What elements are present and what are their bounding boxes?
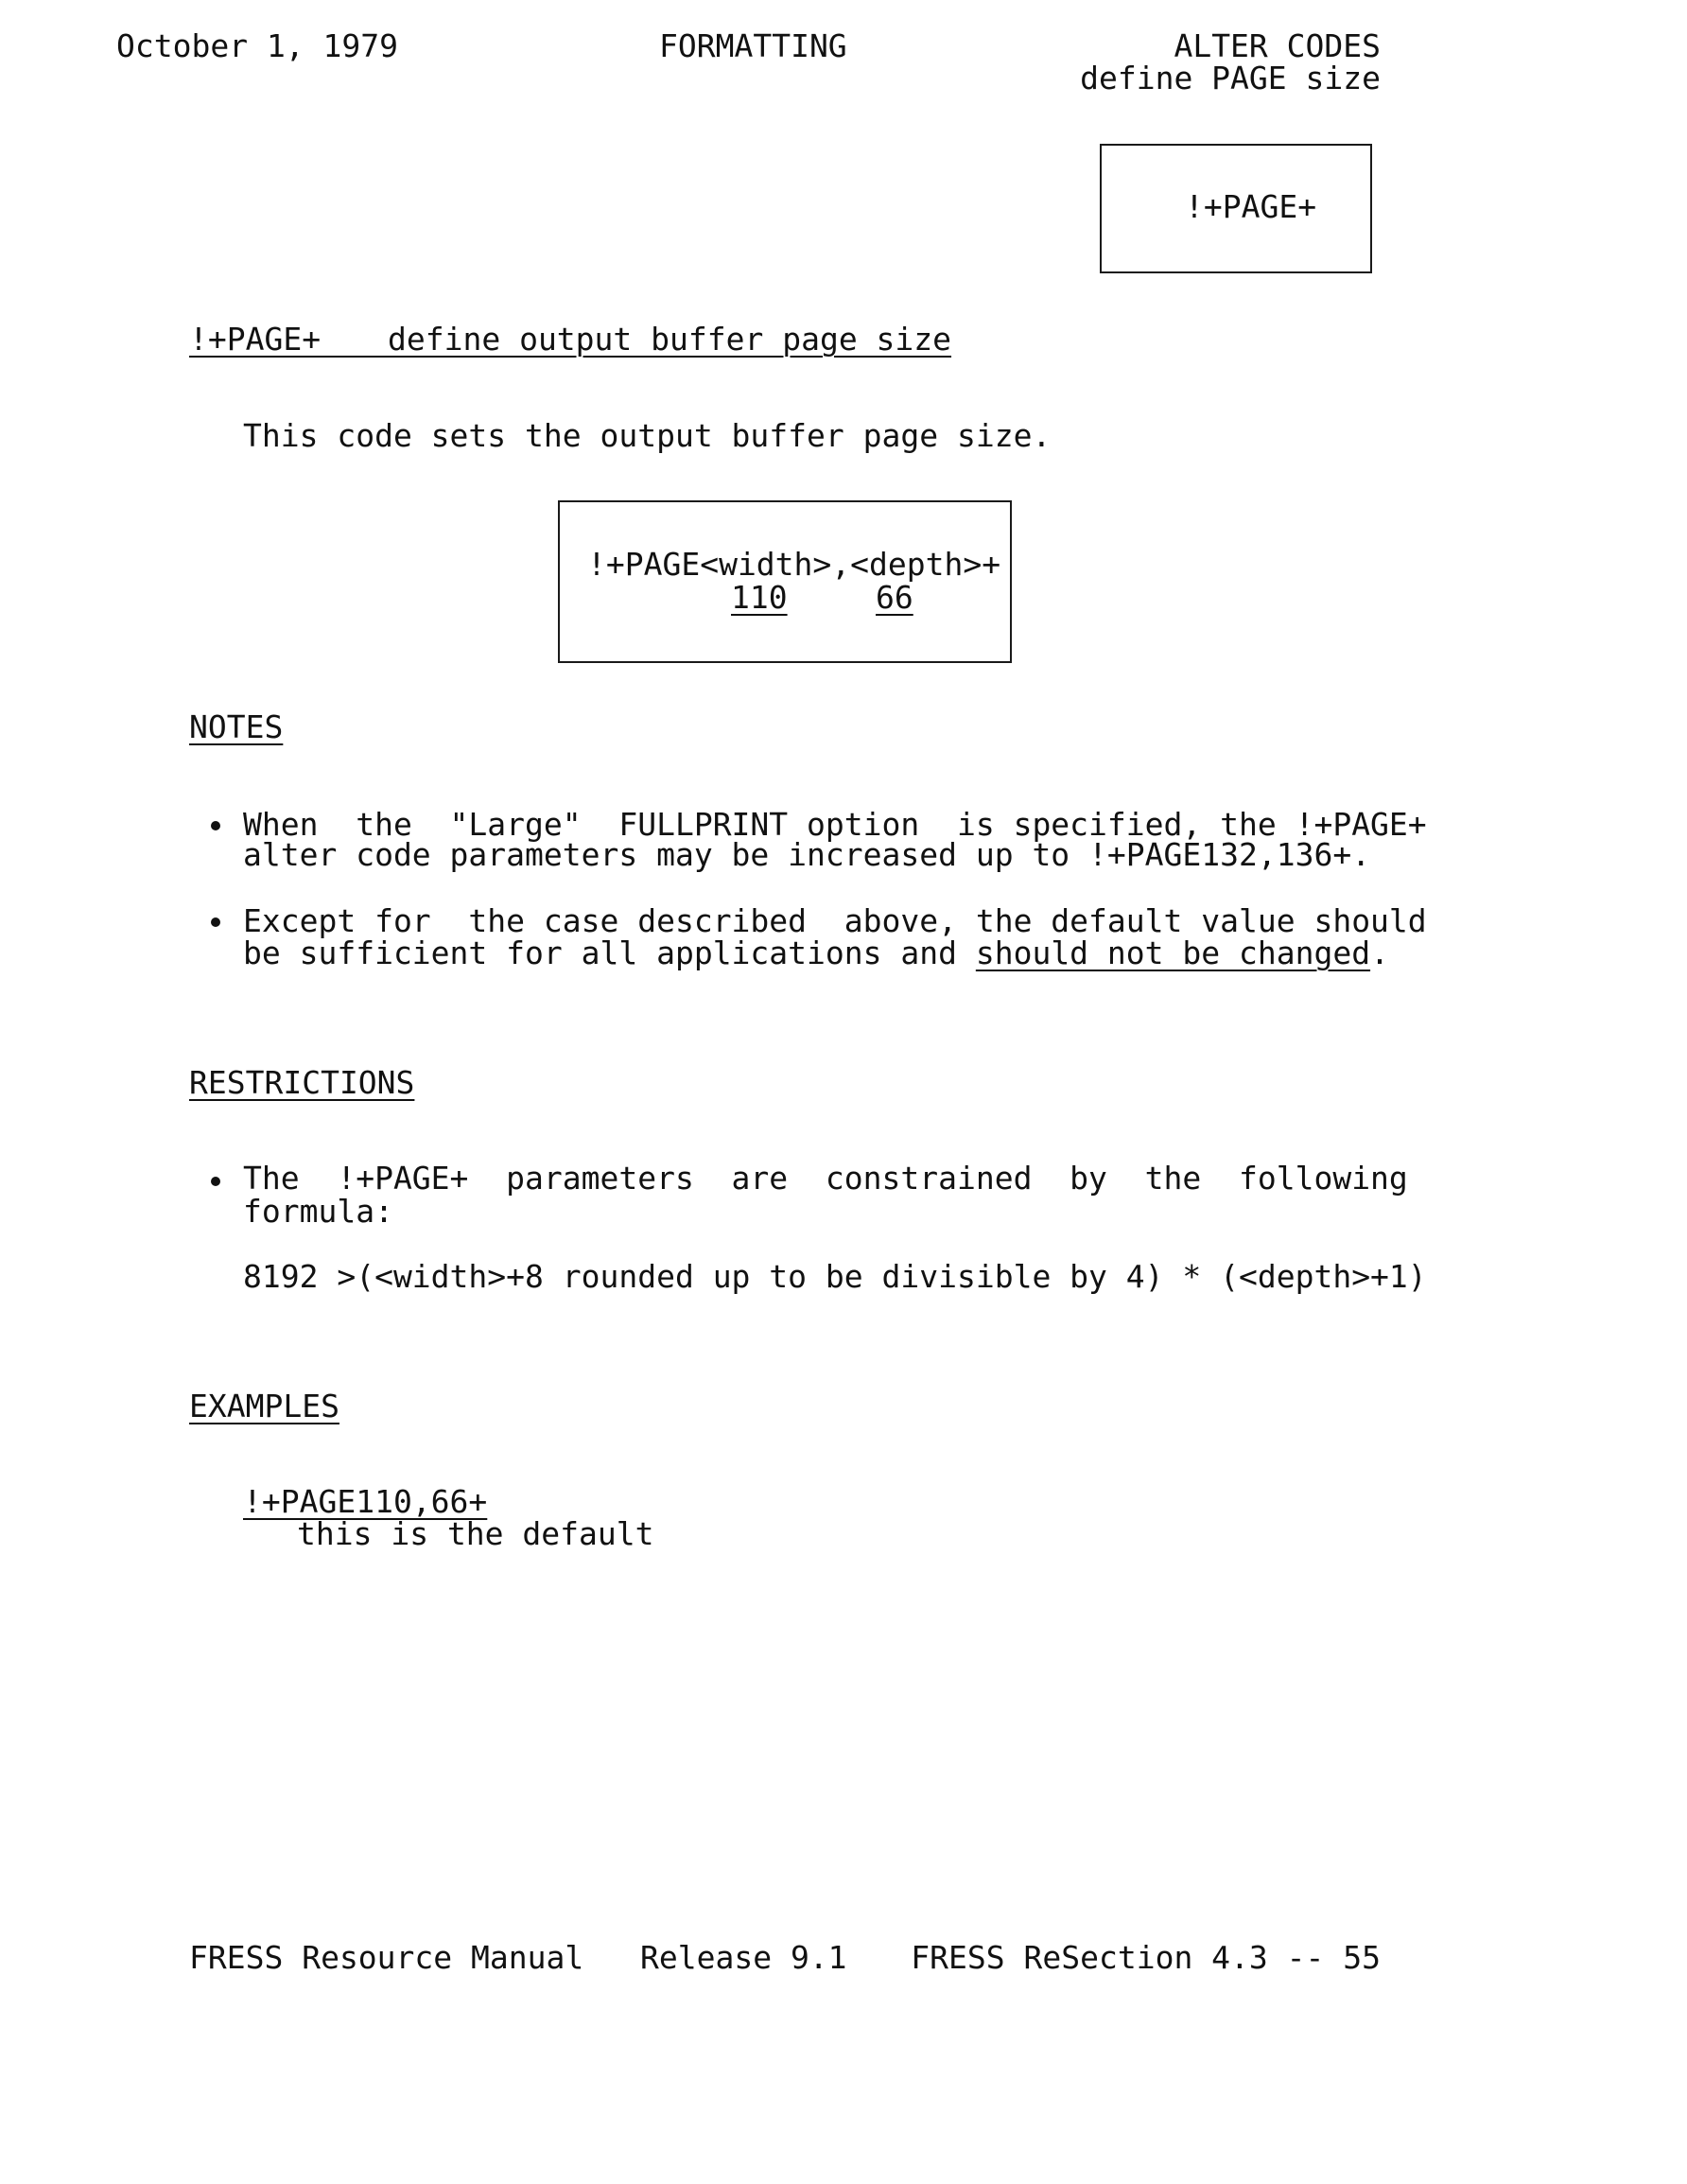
notes-item2-line2-text: be sufficient for all applications and xyxy=(243,935,976,971)
header-topic: ALTER CODES xyxy=(1174,27,1381,64)
notes-item2-emphasis: should not be changed xyxy=(975,935,1371,971)
code-box xyxy=(1100,144,1372,273)
header-date: October 1, 1979 xyxy=(116,27,399,64)
examples-explanation: this is the default xyxy=(297,1515,654,1552)
restrictions-item1-line1: The !+PAGE+ parameters are constrained by the following xyxy=(243,1160,1408,1197)
notes-item2-period: . xyxy=(1370,935,1389,971)
notes-item1-line2: alter code parameters may be increased up to !+PAGE132,136+. xyxy=(243,836,1371,873)
header-subtopic: define PAGE size xyxy=(1080,60,1381,96)
examples-code: !+PAGE110,66+ xyxy=(243,1483,488,1520)
header-section: FORMATTING xyxy=(659,27,847,64)
restrictions-bullet-1 xyxy=(211,1177,220,1186)
notes-heading: NOTES xyxy=(189,708,284,745)
notes-bullet-1 xyxy=(211,821,220,830)
intro-text: This code sets the output buffer page size. xyxy=(243,417,1052,454)
syntax-default-width: 110 xyxy=(731,579,788,616)
restrictions-heading: RESTRICTIONS xyxy=(189,1064,415,1101)
notes-bullet-2 xyxy=(211,917,220,927)
code-box-label: !+PAGE+ xyxy=(1185,188,1317,225)
restrictions-item1-line2: formula: xyxy=(243,1193,393,1230)
title-gap xyxy=(315,323,388,356)
footer-manual: FRESS Resource Manual xyxy=(189,1939,584,1976)
restrictions-formula: 8192 >(<width>+8 rounded up to be divisible by 4) * (<depth>+1) xyxy=(243,1258,1427,1295)
notes-item1-line1: When the "Large" FULLPRINT option is specified, the !+PAGE+ xyxy=(243,806,1427,843)
syntax-box xyxy=(558,500,1012,663)
footer-release: Release 9.1 xyxy=(640,1939,847,1976)
notes-item2-line1: Except for the case described above, the default value should xyxy=(243,902,1427,939)
syntax-line: !+PAGE<width>,<depth>+ xyxy=(587,546,1001,583)
footer-section: FRESS ReSection 4.3 -- 55 xyxy=(911,1939,1381,1976)
title-code: !+PAGE+ xyxy=(189,321,322,358)
notes-item2-line2 xyxy=(243,937,1389,970)
syntax-default-depth: 66 xyxy=(876,579,913,616)
examples-heading: EXAMPLES xyxy=(189,1388,339,1424)
title-description: define output buffer page size xyxy=(388,321,952,358)
